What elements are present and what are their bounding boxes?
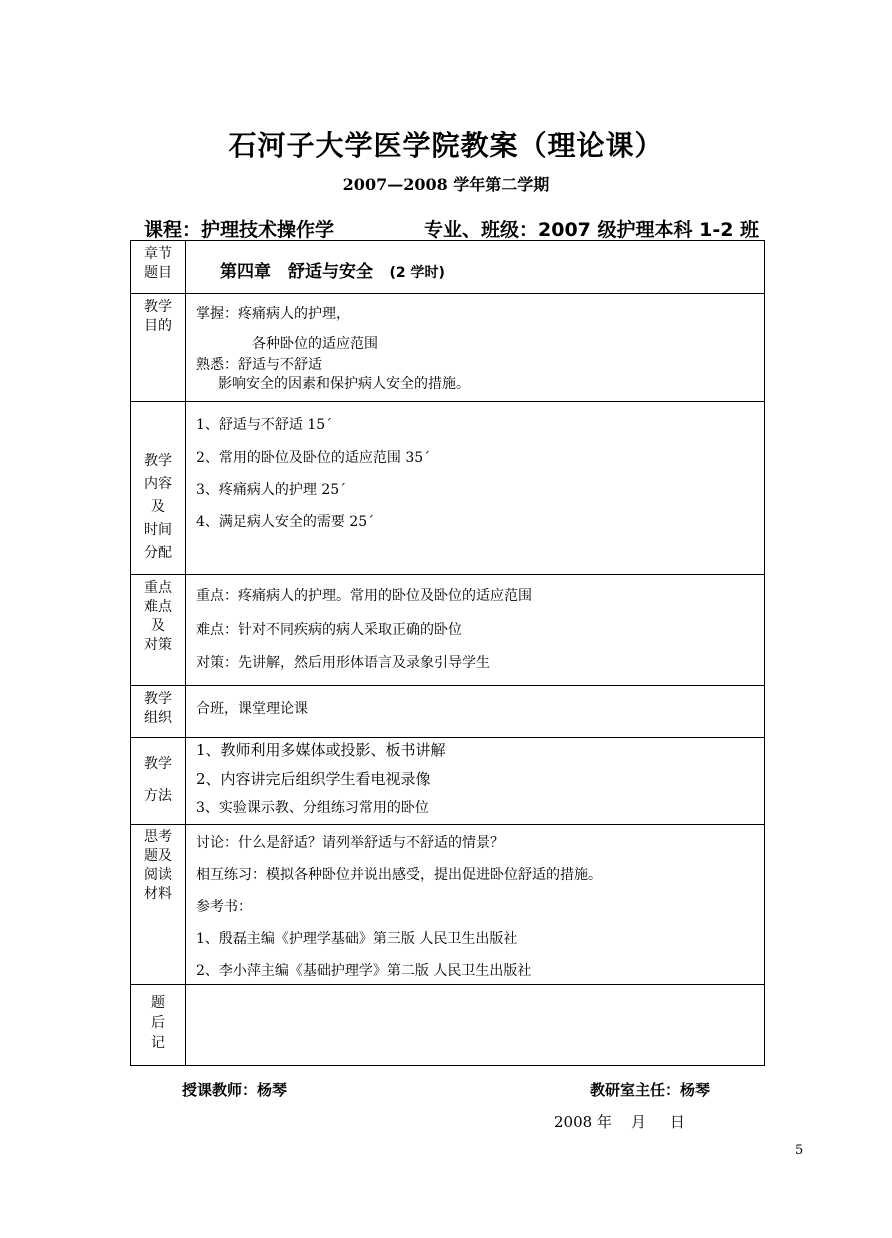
- objective-line: 各种卧位的适应范围: [252, 336, 378, 352]
- objective-line: 掌握：疼痛病人的护理，: [196, 306, 350, 322]
- label-keypoints: 重点 难点 及 对策: [131, 575, 186, 686]
- row-chapter: [131, 241, 765, 294]
- row-objectives: [131, 294, 765, 402]
- row-keypoints: [131, 575, 765, 686]
- director-signature: 教研室主任：杨琴: [590, 1081, 711, 1099]
- objectives-content: [186, 294, 765, 402]
- reading-line: 相互练习：模拟各种卧位并说出感受，提出促进卧位舒适的措施。: [196, 867, 602, 883]
- lesson-plan-table: [130, 240, 765, 1066]
- reading-line: 讨论：什么是舒适？请列举舒适与不舒适的情景？: [196, 835, 504, 851]
- major-class: 专业、班级：2007 级护理本科 1-2 班: [424, 219, 760, 241]
- label-postscript: 题 后 记: [131, 985, 186, 1066]
- methods-content: [186, 738, 765, 825]
- label-reading: 思考 题及 阅读 材料: [131, 825, 186, 985]
- postscript-content[interactable]: [186, 985, 765, 1066]
- method-line: 3、实验课示教、分组练习常用的卧位: [196, 800, 429, 816]
- date-line: 2008 年 月 日: [554, 1113, 685, 1131]
- row-postscript: [131, 985, 765, 1066]
- row-content: [131, 402, 765, 575]
- row-organization: [131, 686, 765, 738]
- objective-line: 熟悉：舒适与不舒适: [196, 357, 322, 373]
- content-item: 4、满足病人安全的需要 25´: [196, 514, 375, 530]
- content-item: 3、疼痛病人的护理 25´: [196, 482, 347, 498]
- course-name: 课程：护理技术操作学: [144, 219, 335, 241]
- chapter-title: 第四章 舒适与安全: [220, 262, 373, 282]
- chapter-content: [186, 241, 765, 294]
- term-subtitle: 2007—2008 学年第二学期: [342, 175, 550, 194]
- keypoint-line: 重点：疼痛病人的护理。常用的卧位及卧位的适应范围: [196, 588, 532, 604]
- teacher-signature: 授课教师：杨琴: [182, 1081, 288, 1099]
- content-item: 2、常用的卧位及卧位的适应范围 35´: [196, 450, 431, 466]
- chapter-hours: (2 学时): [389, 265, 445, 281]
- label-organization: 教学 组织: [131, 686, 186, 738]
- content-item: 1、舒适与不舒适 15´: [196, 417, 333, 433]
- keypoint-line: 对策：先讲解，然后用形体语言及录象引导学生: [196, 655, 490, 671]
- content-distribution: [186, 402, 765, 575]
- label-methods: 教学 方法: [131, 738, 186, 825]
- method-line: 1、教师利用多媒体或投影、板书讲解: [196, 741, 446, 759]
- row-reading: [131, 825, 765, 985]
- method-line: 2、内容讲完后组织学生看电视录像: [196, 770, 431, 788]
- page-title: 石河子大学医学院教案（理论课）: [228, 129, 664, 162]
- label-chapter: 章节 题目: [131, 241, 186, 294]
- reading-line: 参考书：: [196, 899, 252, 915]
- organization-content: 合班，课堂理论课: [186, 686, 765, 738]
- keypoint-line: 难点：针对不同疾病的病人采取正确的卧位: [196, 622, 462, 638]
- label-content: 教学 内容 及 时间 分配: [131, 402, 186, 575]
- objective-line: 影响安全的因素和保护病人安全的措施。: [218, 376, 470, 392]
- reading-line: 2、李小萍主编《基础护理学》第二版 人民卫生出版社: [196, 963, 532, 979]
- keypoints-content: [186, 575, 765, 686]
- label-objectives: 教学 目的: [131, 294, 186, 402]
- row-methods: [131, 738, 765, 825]
- reading-content: [186, 825, 765, 985]
- reading-line: 1、殷磊主编《护理学基础》第三版 人民卫生出版社: [196, 931, 518, 947]
- page-number: 5: [795, 1143, 804, 1158]
